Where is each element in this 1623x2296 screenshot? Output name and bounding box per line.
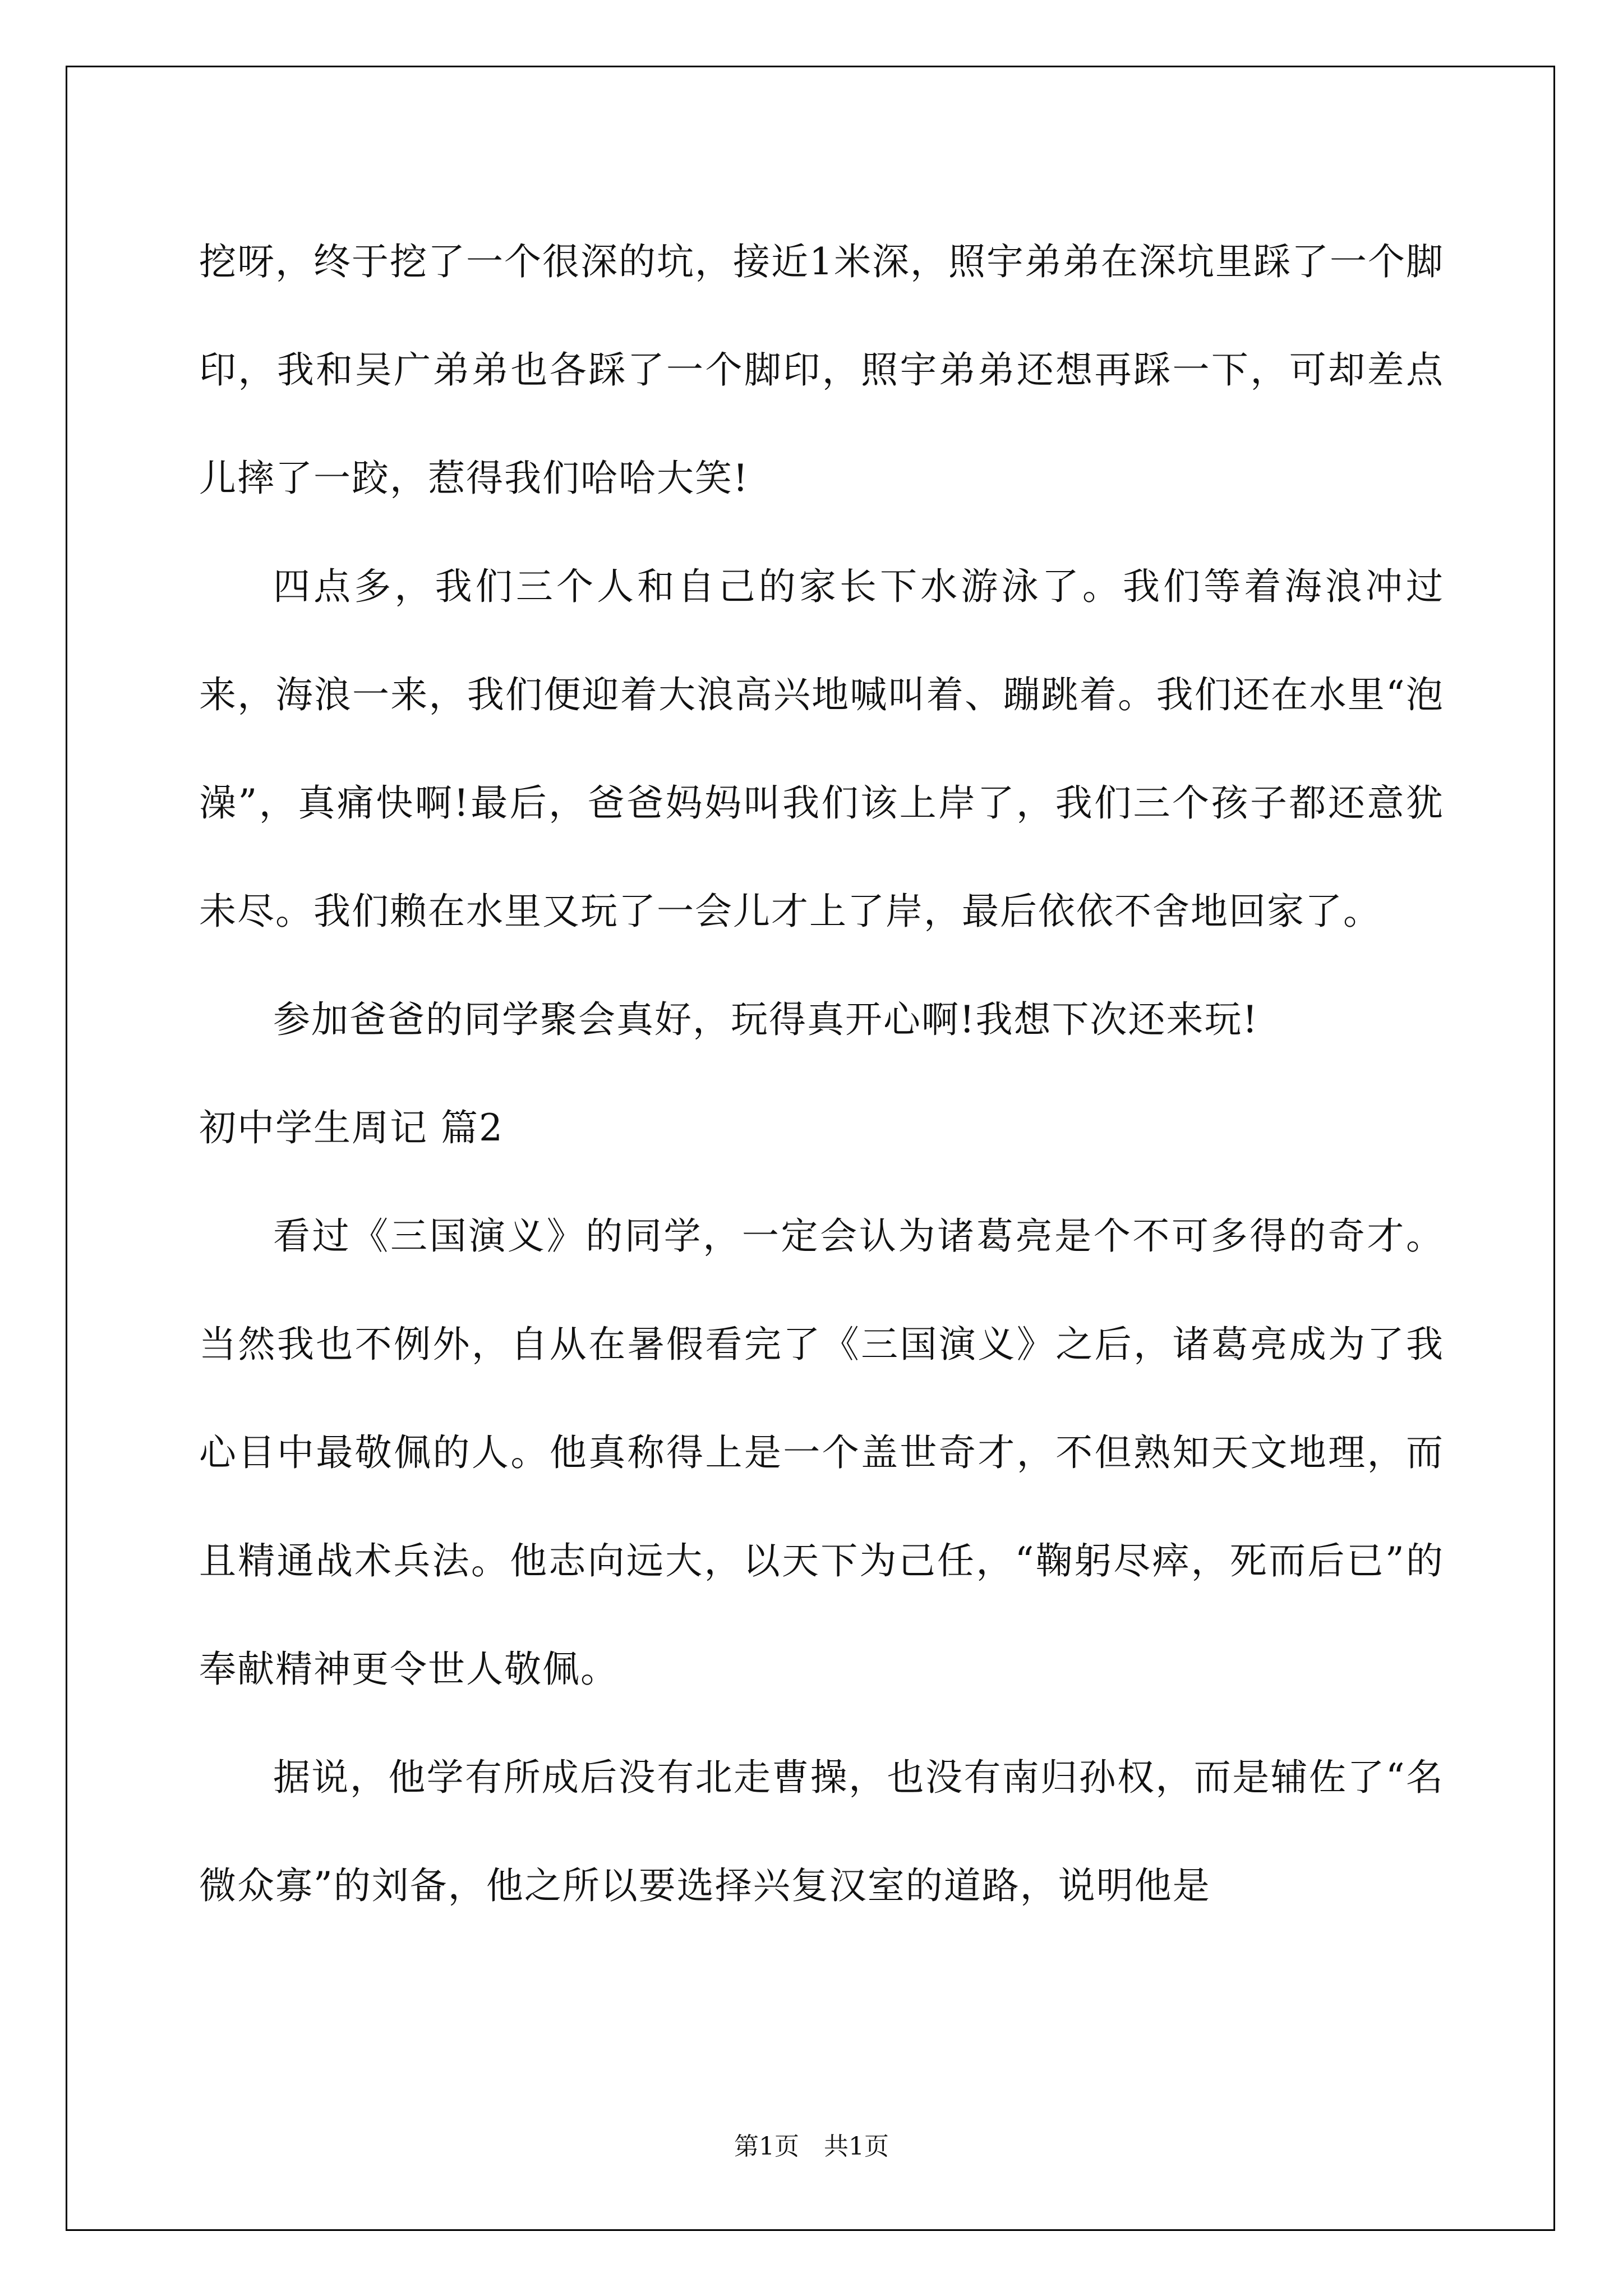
paragraph: 据说，他学有所成后没有北走曹操，也没有南归孙权，而是辅佐了“名微众寡”的刘备，他之所以要选择兴复汉室的道路，说明他是: [199, 1756, 1444, 1907]
document-body: [199, 208, 1444, 1940]
paragraph: 参加爸爸的同学聚会真好，玩得真开心啊!我想下次还来玩!: [273, 998, 1259, 1041]
paragraph: 四点多，我们三个人和自己的家长下水游泳了。我们等着海浪冲过来，海浪一来，我们便迎着大浪高兴地喊叫着、蹦跳着。我们还在水里“泡澡”，真痛快啊!最后，爸爸妈妈叫我们该上岸了，我们三个孩子都还意犹未尽。我们赖在水里又玩了一会儿才上了岸，最后依依不舍地回家了。: [199, 565, 1444, 933]
paragraph: 挖呀，终于挖了一个很深的坑，接近1米深，照宇弟弟在深坑里踩了一个脚印，我和吴广弟弟也各踩了一个脚印，照宇弟弟还想再踩一下，可却差点儿摔了一跤，惹得我们哈哈大笑!: [199, 240, 1444, 500]
paragraph: 看过《三国演义》的同学，一定会认为诸葛亮是个不可多得的奇才。当然我也不例外，自从在暑假看完了《三国演义》之后，诸葛亮成为了我心目中最敬佩的人。他真称得上是一个盖世奇才，不但熟知天文地理，而且精通战术兵法。他志向远大，以天下为己任，“鞠躬尽瘁，死而后已”的奉献精神更令世人敬佩。: [199, 1214, 1444, 1691]
page-footer: 第1页 共1页: [734, 2132, 889, 2161]
section-heading: 初中学生周记 篇2: [199, 1106, 504, 1149]
